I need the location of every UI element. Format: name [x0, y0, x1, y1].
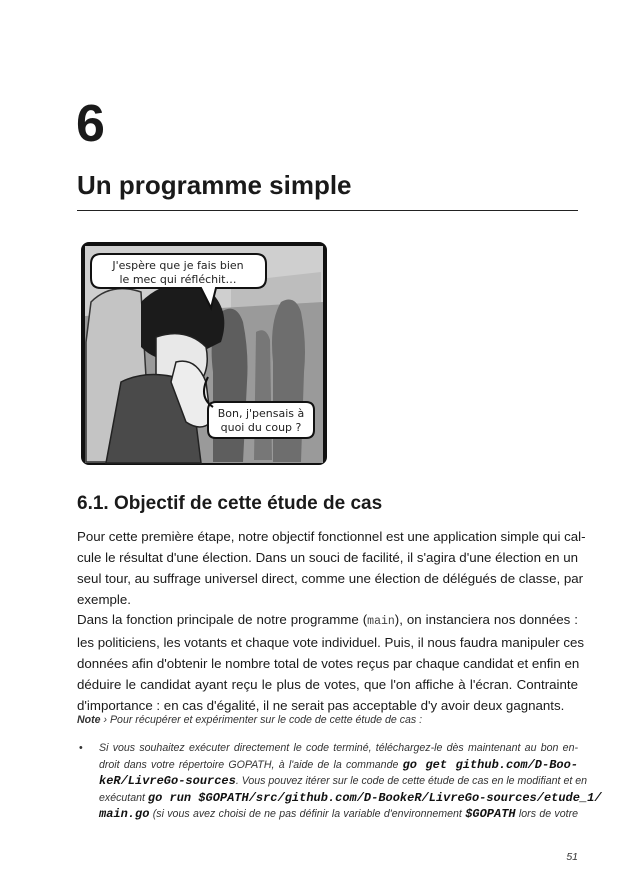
comic-illustration [81, 242, 327, 465]
text-span: lors de votre [515, 808, 578, 821]
text-span: (si vous avez choisi de ne pas définir la variable d'environnement [149, 808, 466, 821]
text-line: d'importance : en cas d'égalité, il ne serait pas acceptable d'y avoir deux gagnants. [77, 698, 565, 713]
paragraph-main-function [77, 609, 585, 716]
chapter-title: Un programme simple [77, 170, 352, 200]
chapter-number: 6 [76, 95, 105, 153]
text-line: les politiciens, les votants et chaque vote individuel. Puis, il nous faudra manipuler ces [77, 635, 585, 650]
paragraph-objective [77, 526, 586, 610]
inline-code: keR/LivreGo-sources [99, 774, 236, 789]
inline-code: go run $GOPATH/src/github.com/D-BookeR/LivreGo-sources/etude_1/ [147, 790, 602, 805]
note-text: Pour récupérer et expérimenter sur le code de cette étude de cas : [109, 714, 423, 726]
text-line: exemple. [77, 592, 131, 607]
text-line: seul tour, au suffrage universel direct, comme une élection de délégués de classe, par [77, 571, 584, 586]
note-label: Note [77, 714, 101, 726]
section-heading: 6.1. Objectif de cette étude de cas [77, 493, 383, 514]
text-line [77, 609, 578, 632]
text-span: exécutant [99, 791, 148, 804]
note [77, 714, 422, 726]
page-number: 51 [566, 851, 578, 863]
title-rule [77, 210, 578, 211]
text-line [99, 806, 578, 823]
inline-code: go get github.com/D-Boo- [402, 757, 578, 772]
text-line: déduire le candidat ayant reçu le plus de votes, que l'on affiche à l'écran. Contrainte [77, 677, 578, 692]
bubble-bottom-line1: Bon, j'pensais à [217, 407, 305, 420]
bullet-item [77, 740, 602, 823]
bubble-top-line2: le mec qui réfléchit… [119, 273, 237, 286]
inline-var: $GOPATH [465, 807, 516, 822]
text-line: Si vous souhaitez exécuter directement le code terminé, téléchargez-le dès maintenant au bon en- [99, 742, 578, 754]
bubble-top-line1: J'espère que je fais bien [112, 259, 244, 272]
note-separator: › [103, 714, 108, 726]
inline-code: main.go [99, 807, 150, 822]
text-span: droit dans votre répertoire GOPATH, à l'aide de la commande [99, 758, 403, 771]
text-line: cule le résultat d'une élection. Dans un souci de facilité, il s'agira d'une élection en un [77, 550, 578, 565]
text-line [99, 757, 578, 774]
text-line [99, 773, 588, 790]
text-span: ), on instanciera nos données : [394, 612, 578, 627]
text-line: Pour cette première étape, notre objectif fonctionnel est une application simple qui cal- [77, 529, 586, 544]
text-line: données afin d'obtenir le nombre total de votes reçus par chaque candidat et enfin en [77, 656, 580, 671]
bubble-bottom-line2: quoi du coup ? [220, 421, 302, 434]
inline-code-main: main [367, 615, 395, 628]
text-span: . Vous pouvez itérer sur le code de cette étude de cas en le modifiant et en [235, 775, 588, 788]
text-span: Dans la fonction principale de notre programme ( [77, 612, 368, 627]
text-line [99, 790, 602, 807]
bullet-marker: • [79, 742, 83, 754]
